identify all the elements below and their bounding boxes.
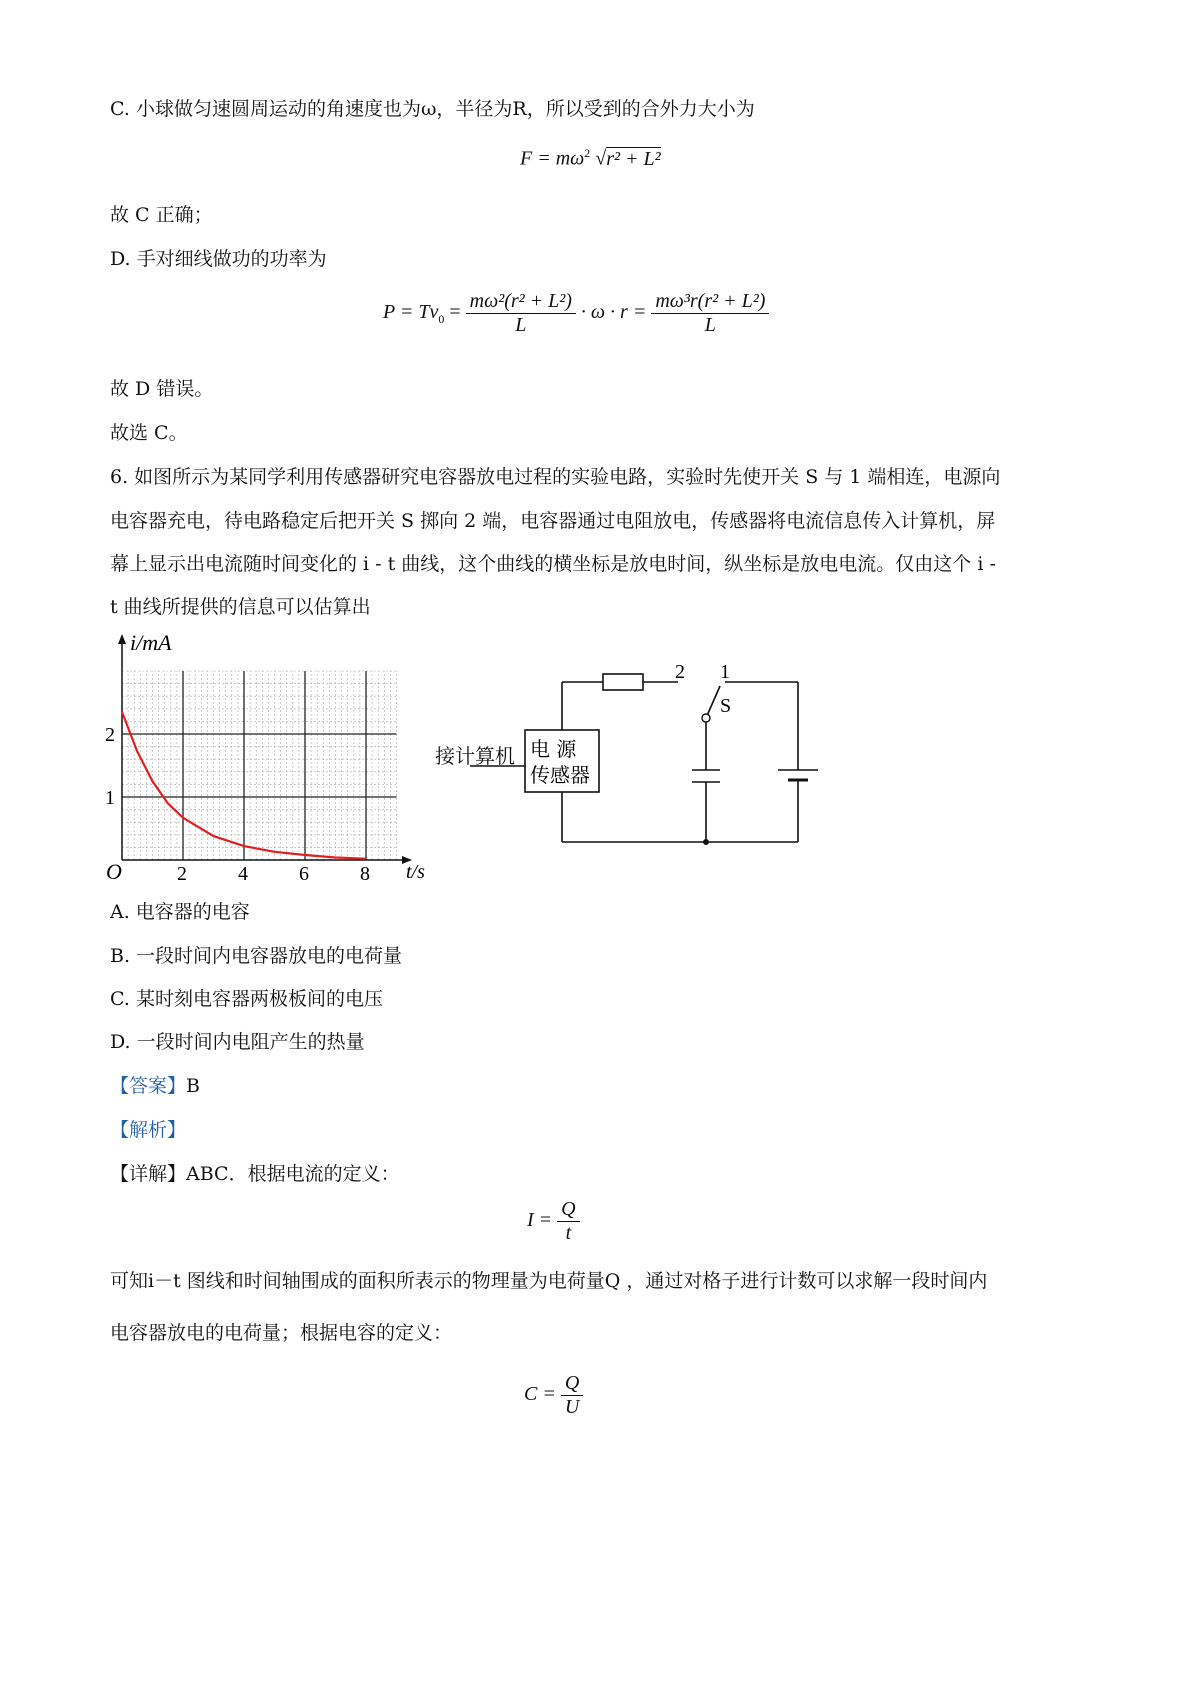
fraction-2-denominator: L: [651, 313, 769, 337]
fraction-1-denominator: L: [466, 313, 576, 337]
chart-axes: [118, 634, 412, 864]
switch-blade: [706, 686, 720, 718]
fraction-2: [651, 290, 769, 337]
y-tick-label: 1: [105, 787, 115, 809]
option-c-explanation: C. 小球做匀速圆周运动的角速度也为ω，半径为R，所以受到的合外力大小为: [110, 98, 755, 120]
fraction-1: [466, 290, 576, 337]
option-d-conclusion: 故 D 错误。: [110, 378, 214, 400]
question-line-3: 幕上显示出电流随时间变化的 i - t 曲线，这个曲线的横坐标是放电时间，纵坐标是放电电流。仅由这个 i -: [110, 553, 996, 575]
equation-capacitance: [524, 1372, 583, 1419]
analysis-row: [110, 1115, 186, 1142]
equation-power-sub: 0: [438, 312, 445, 327]
sensor-label-line2: 传感器: [530, 763, 590, 787]
question-line-1: 6. 如图所示为某同学利用传感器研究电容器放电过程的实验电路，实验时先使开关 S 与 1 端相连，电源向: [110, 466, 1001, 488]
terminal-2-label: 2: [675, 661, 685, 683]
sqrt-sign: √: [595, 147, 607, 170]
detail-text: ABC．根据电流的定义：: [186, 1163, 400, 1185]
terminal-1-label: 1: [720, 661, 730, 683]
circuit-diagram: [470, 650, 910, 900]
equation-current-denominator: t: [557, 1221, 579, 1245]
equation-current-fraction: [557, 1198, 579, 1245]
x-tick-label: 6: [299, 863, 309, 885]
y-axis-arrow: [118, 634, 126, 644]
switch-pivot: [702, 714, 710, 722]
equation-current-lhs: I =: [527, 1209, 553, 1232]
analysis-tag: 【解析】: [110, 1119, 187, 1141]
equation-capacitance-denominator: U: [561, 1395, 583, 1419]
question-line-2: 电容器充电，待电路稳定后把开关 S 掷向 2 端，电容器通过电阻放电，传感器将电流信息传入计算机，屏: [110, 510, 996, 532]
equation-capacitance-numerator: Q: [564, 1372, 580, 1394]
answer-row: [110, 1071, 200, 1098]
x-tick-label: 4: [238, 863, 248, 885]
switch-label: S: [720, 695, 732, 717]
sensor-label-line1: 电 源: [530, 737, 577, 761]
detail-line-2: 可知i－t 图线和时间轴围成的面积所表示的物理量为电荷量Q ，通过对格子进行计数可以求解一段时间内: [110, 1270, 988, 1292]
y-tick-label: 2: [105, 724, 115, 746]
detail-row: [110, 1159, 400, 1186]
x-axis-label: t/s: [406, 861, 425, 883]
equation-force-radicand: r² + L²: [606, 147, 661, 170]
chart-grid: [122, 671, 397, 860]
computer-label: 接计算机: [435, 744, 515, 768]
option-c: C. 某时刻电容器两极板间的电压: [110, 988, 383, 1010]
option-d: D. 一段时间内电阻产生的热量: [110, 1031, 365, 1053]
equation-current: [527, 1198, 580, 1245]
equation-power: $P = Tv_0$ = $\frac{\text{mω²(r² + L²)}}{L}$ · ω · r = $\frac{\text{mω³r(r² + L²)}}{L}$: [383, 290, 769, 337]
x-tick-label: 8: [360, 863, 370, 885]
chart-ticks: [105, 724, 370, 885]
equation-power-lhs: P = Tv: [383, 301, 439, 324]
option-d-explanation: D. 手对细线做功的功率为: [110, 248, 327, 270]
origin-label: O: [106, 859, 122, 884]
junction-dot: [703, 839, 709, 845]
equation-force-lhs: F = mω: [520, 147, 585, 170]
option-b: B. 一段时间内电容器放电的电荷量: [110, 945, 403, 967]
y-axis-label: i/mA: [130, 630, 172, 655]
answer-value: B: [186, 1075, 200, 1097]
option-a: A. 电容器的电容: [110, 901, 250, 923]
detail-tag: 【详解】: [110, 1163, 187, 1185]
answer-tag: 【答案】: [110, 1075, 187, 1097]
equation-power-mid: · ω · r =: [580, 301, 647, 324]
fraction-2-numerator: mω³r(r² + L²): [655, 290, 766, 312]
question-line-4: t 曲线所提供的信息可以估算出: [110, 596, 371, 618]
resistor: [603, 674, 643, 690]
equation-capacitance-lhs: C =: [524, 1383, 556, 1406]
fraction-1-numerator: mω²(r² + L²): [469, 290, 572, 312]
equation-current-numerator: Q: [561, 1198, 576, 1220]
equation-capacitance-fraction: [561, 1372, 583, 1419]
equation-force: $F = m\omega^2$ √r² + L²: [520, 146, 661, 170]
x-tick-label: 2: [177, 863, 187, 885]
i-t-chart: [100, 630, 480, 900]
detail-line-3: 电容器放电的电荷量；根据电容的定义：: [110, 1322, 453, 1344]
final-selection: 故选 C。: [110, 422, 188, 444]
option-c-conclusion: 故 C 正确；: [110, 204, 213, 226]
